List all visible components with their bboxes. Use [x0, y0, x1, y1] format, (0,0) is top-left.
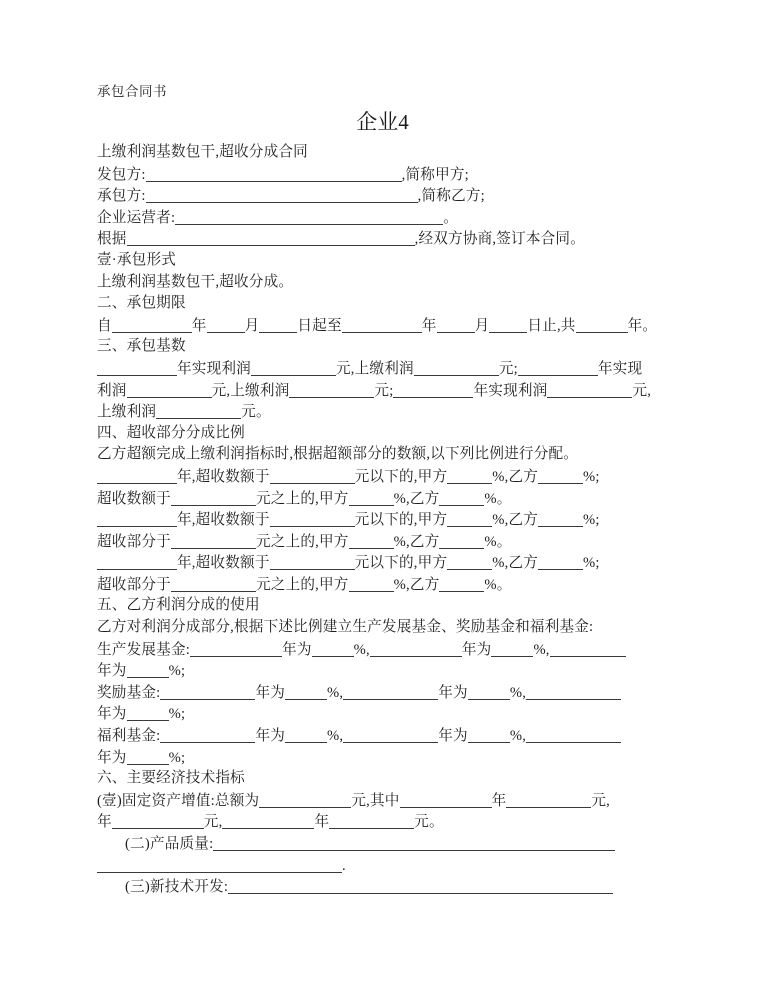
blank-underline — [468, 682, 510, 700]
text-run: %, — [509, 728, 527, 745]
blank-underline — [207, 315, 245, 333]
blank-underline — [285, 725, 327, 743]
text-run: 年实现利润 — [177, 360, 251, 377]
blank-underline — [160, 682, 255, 700]
blank-underline — [213, 833, 615, 851]
form-line — [97, 488, 668, 510]
blank-underline — [160, 725, 255, 743]
blank-underline — [175, 207, 443, 225]
form-line — [97, 574, 668, 596]
blank-underline — [97, 509, 177, 527]
page-title: 企业4 — [356, 110, 409, 134]
form-line — [97, 207, 668, 229]
text-run: 元。 — [241, 404, 271, 421]
text-run: 上缴利润基数包干,超收分成合同 — [97, 144, 308, 160]
text-run: 元之上的,甲方 — [255, 533, 349, 550]
blank-underline — [343, 682, 438, 700]
text-run: ,经双方协商,签订本合同。 — [414, 231, 586, 248]
blank-underline — [400, 790, 492, 808]
blank-underline — [489, 315, 527, 333]
blank-underline — [526, 725, 621, 743]
form-line — [97, 660, 668, 682]
text-run: (壹)固定资产增值:总额为 — [97, 792, 260, 809]
blank-underline — [127, 660, 169, 678]
text-run: 年 — [191, 317, 207, 334]
blank-underline — [171, 574, 256, 592]
blank-underline — [576, 315, 628, 333]
text-run: 上缴利润 — [97, 404, 157, 421]
blank-underline — [146, 185, 418, 203]
text-run: 生产发展基金: — [97, 641, 191, 658]
text-run: %,乙方 — [492, 468, 539, 485]
form-line — [97, 531, 668, 553]
text-run: 年 — [491, 792, 507, 809]
text-run: 元, — [203, 814, 223, 831]
text-run: 元, — [632, 382, 652, 399]
text-run: 年 — [97, 814, 112, 831]
text-run: 元,其中 — [351, 792, 400, 809]
blank-underline — [127, 703, 169, 721]
blank-underline — [437, 315, 475, 333]
blank-underline — [97, 466, 177, 484]
text-run: 乙方超额完成上缴利润指标时,根据超额部分的数额,以下列比例进行分配。 — [97, 446, 579, 463]
text-run: 元,上缴利润 — [211, 382, 290, 399]
blank-underline — [190, 639, 282, 657]
blank-underline — [393, 380, 473, 398]
form-line — [97, 639, 668, 661]
text-run: 年为 — [97, 663, 127, 680]
form-line — [97, 747, 668, 769]
blank-underline — [156, 401, 241, 419]
text-run: ,简称乙方; — [417, 188, 485, 205]
text-run: %; — [583, 555, 600, 572]
text-run: %,乙方 — [393, 490, 440, 507]
text-run: 承包方: — [97, 188, 146, 205]
text-run: 上缴利润基数包干,超收分成。 — [97, 273, 294, 290]
blank-underline — [447, 552, 492, 570]
text-run: 年为 — [282, 641, 312, 658]
blank-underline — [251, 358, 336, 376]
form-line — [97, 466, 668, 488]
blank-underline — [526, 682, 621, 700]
blank-underline — [343, 725, 438, 743]
text-run: %, — [327, 728, 344, 745]
form-line — [97, 336, 668, 358]
text-run: %, — [509, 684, 527, 701]
form-line — [97, 185, 668, 207]
blank-underline — [447, 509, 492, 527]
text-run: 元,上缴利润 — [335, 360, 414, 377]
form-line — [97, 250, 668, 272]
form-line — [97, 315, 668, 337]
form-line — [97, 811, 668, 833]
text-run: 日起至 — [297, 317, 342, 334]
text-run: %; — [168, 706, 186, 723]
blank-underline — [270, 509, 355, 527]
text-run: 年 — [421, 317, 437, 334]
blank-underline — [439, 574, 484, 592]
text-run: %; — [583, 512, 600, 529]
form-line — [97, 272, 668, 294]
text-run: 奖励基金: — [97, 684, 161, 701]
form-line — [97, 876, 668, 898]
text-run: %。 — [484, 576, 512, 593]
form-line — [97, 358, 668, 380]
blank-underline — [270, 552, 355, 570]
document-header-label: 承包合同书 — [97, 84, 167, 99]
text-run: 企业运营者: — [97, 209, 176, 226]
text-run: 五、乙方利润分成的使用 — [97, 597, 260, 614]
text-run: 福利基金: — [97, 728, 161, 745]
text-run: 年为 — [255, 728, 286, 745]
text-run: 日止,共 — [527, 317, 576, 334]
text-run: 四、超收部分分成比例 — [97, 424, 245, 441]
text-run: ,简称甲方; — [401, 166, 469, 183]
text-run: 利润 — [97, 382, 127, 399]
blank-underline — [349, 574, 394, 592]
text-run: 年实现 — [597, 360, 643, 377]
text-run: 自 — [97, 317, 112, 334]
blank-underline — [222, 811, 314, 829]
text-run: 二、承包期限 — [97, 295, 186, 312]
text-run: 年 — [314, 814, 330, 831]
text-run: 年为 — [461, 641, 492, 658]
form-line — [97, 725, 668, 747]
text-run: 元以下的,甲方 — [354, 555, 448, 572]
text-run: (三)新技术开发: — [125, 879, 229, 896]
text-run: 年,超收数额于 — [177, 512, 270, 529]
text-run: %; — [168, 663, 186, 680]
form-line — [97, 293, 668, 315]
text-run: 发包方: — [97, 166, 146, 183]
text-run: %,乙方 — [492, 512, 539, 529]
form-line — [97, 444, 668, 466]
blank-underline — [342, 315, 422, 333]
text-run: 超收数额于 — [97, 490, 171, 507]
text-run: 年,超收数额于 — [177, 555, 270, 572]
blank-underline — [289, 380, 374, 398]
blank-underline — [518, 358, 598, 376]
text-run: 元以下的,甲方 — [354, 512, 448, 529]
text-run: 根据 — [97, 231, 127, 248]
text-run: 年为 — [97, 749, 127, 766]
text-run: 元; — [374, 382, 394, 399]
blank-underline — [414, 358, 499, 376]
text-run: 月 — [244, 317, 260, 334]
blank-underline — [538, 552, 583, 570]
blank-underline — [538, 509, 583, 527]
blank-underline — [97, 855, 342, 873]
blank-underline — [547, 380, 632, 398]
blank-underline — [468, 725, 510, 743]
text-run: (二)产品质量: — [125, 836, 214, 852]
text-run: 年为 — [438, 728, 468, 745]
blank-underline — [550, 639, 626, 657]
text-run: %, — [533, 641, 550, 658]
blank-underline — [491, 639, 533, 657]
text-run: 年,超收数额于 — [177, 468, 270, 485]
form-line — [97, 509, 668, 531]
text-run: 壹·承包形式 — [97, 251, 177, 268]
blank-underline — [439, 531, 484, 549]
text-run: 年实现利润 — [473, 382, 548, 399]
text-run: 超收部分于 — [97, 533, 171, 550]
text-run: 年为 — [97, 706, 127, 723]
form-line — [97, 790, 668, 812]
blank-underline — [127, 380, 212, 398]
blank-underline — [228, 876, 613, 894]
form-line — [97, 552, 668, 574]
blank-underline — [329, 811, 414, 829]
blank-underline — [112, 811, 204, 829]
text-run: %, — [353, 641, 370, 658]
text-run: %。 — [484, 490, 512, 507]
text-run: %,乙方 — [393, 576, 440, 593]
text-run: 元, — [591, 792, 611, 809]
blank-underline — [506, 790, 591, 808]
form-line — [97, 228, 668, 250]
blank-underline — [370, 639, 462, 657]
text-run: 元以下的,甲方 — [354, 468, 448, 485]
blank-underline — [270, 466, 355, 484]
blank-underline — [127, 747, 169, 765]
form-line — [97, 142, 668, 164]
form-line — [97, 682, 668, 704]
blank-underline — [349, 488, 394, 506]
text-run: %, — [327, 684, 344, 701]
form-line — [97, 768, 668, 790]
blank-underline — [349, 531, 394, 549]
text-run: 。 — [443, 209, 459, 226]
blank-underline — [259, 315, 297, 333]
form-line — [97, 380, 668, 402]
form-line — [97, 855, 668, 877]
document-body — [97, 142, 668, 898]
text-run: %。 — [484, 533, 512, 550]
blank-underline — [97, 358, 177, 376]
text-run: 元。 — [414, 814, 444, 831]
blank-underline — [285, 682, 327, 700]
text-run: 六、主要经济技术指标 — [97, 770, 245, 787]
text-run: 年为 — [255, 684, 286, 701]
form-line — [97, 423, 668, 445]
text-run: 元之上的,甲方 — [255, 576, 349, 593]
blank-underline — [127, 228, 415, 246]
text-run: %,乙方 — [492, 555, 539, 572]
text-run: . — [342, 857, 346, 874]
blank-underline — [171, 531, 256, 549]
text-run: 月 — [474, 317, 490, 334]
text-run: 年。 — [627, 317, 658, 334]
form-line — [97, 401, 668, 423]
blank-underline — [112, 315, 192, 333]
text-run: 元之上的,甲方 — [255, 490, 349, 507]
text-run: 乙方对利润分成部分,根据下述比例建立生产发展基金、奖励基金和福利基金: — [97, 619, 594, 636]
form-line — [97, 164, 668, 186]
blank-underline — [171, 488, 256, 506]
form-line — [97, 703, 668, 725]
text-run: 元; — [498, 360, 518, 377]
blank-underline — [97, 552, 177, 570]
text-run: 超收部分于 — [97, 576, 171, 593]
form-line — [97, 833, 668, 855]
blank-underline — [146, 164, 402, 182]
blank-underline — [439, 488, 484, 506]
blank-underline — [538, 466, 583, 484]
form-line — [97, 617, 668, 639]
text-run: 年为 — [438, 684, 468, 701]
blank-underline — [259, 790, 351, 808]
text-run: %,乙方 — [393, 533, 440, 550]
form-line — [97, 595, 668, 617]
blank-underline — [312, 639, 354, 657]
text-run: %; — [583, 468, 600, 485]
text-run: %; — [168, 749, 186, 766]
blank-underline — [447, 466, 492, 484]
text-run: 三、承包基数 — [97, 338, 186, 355]
